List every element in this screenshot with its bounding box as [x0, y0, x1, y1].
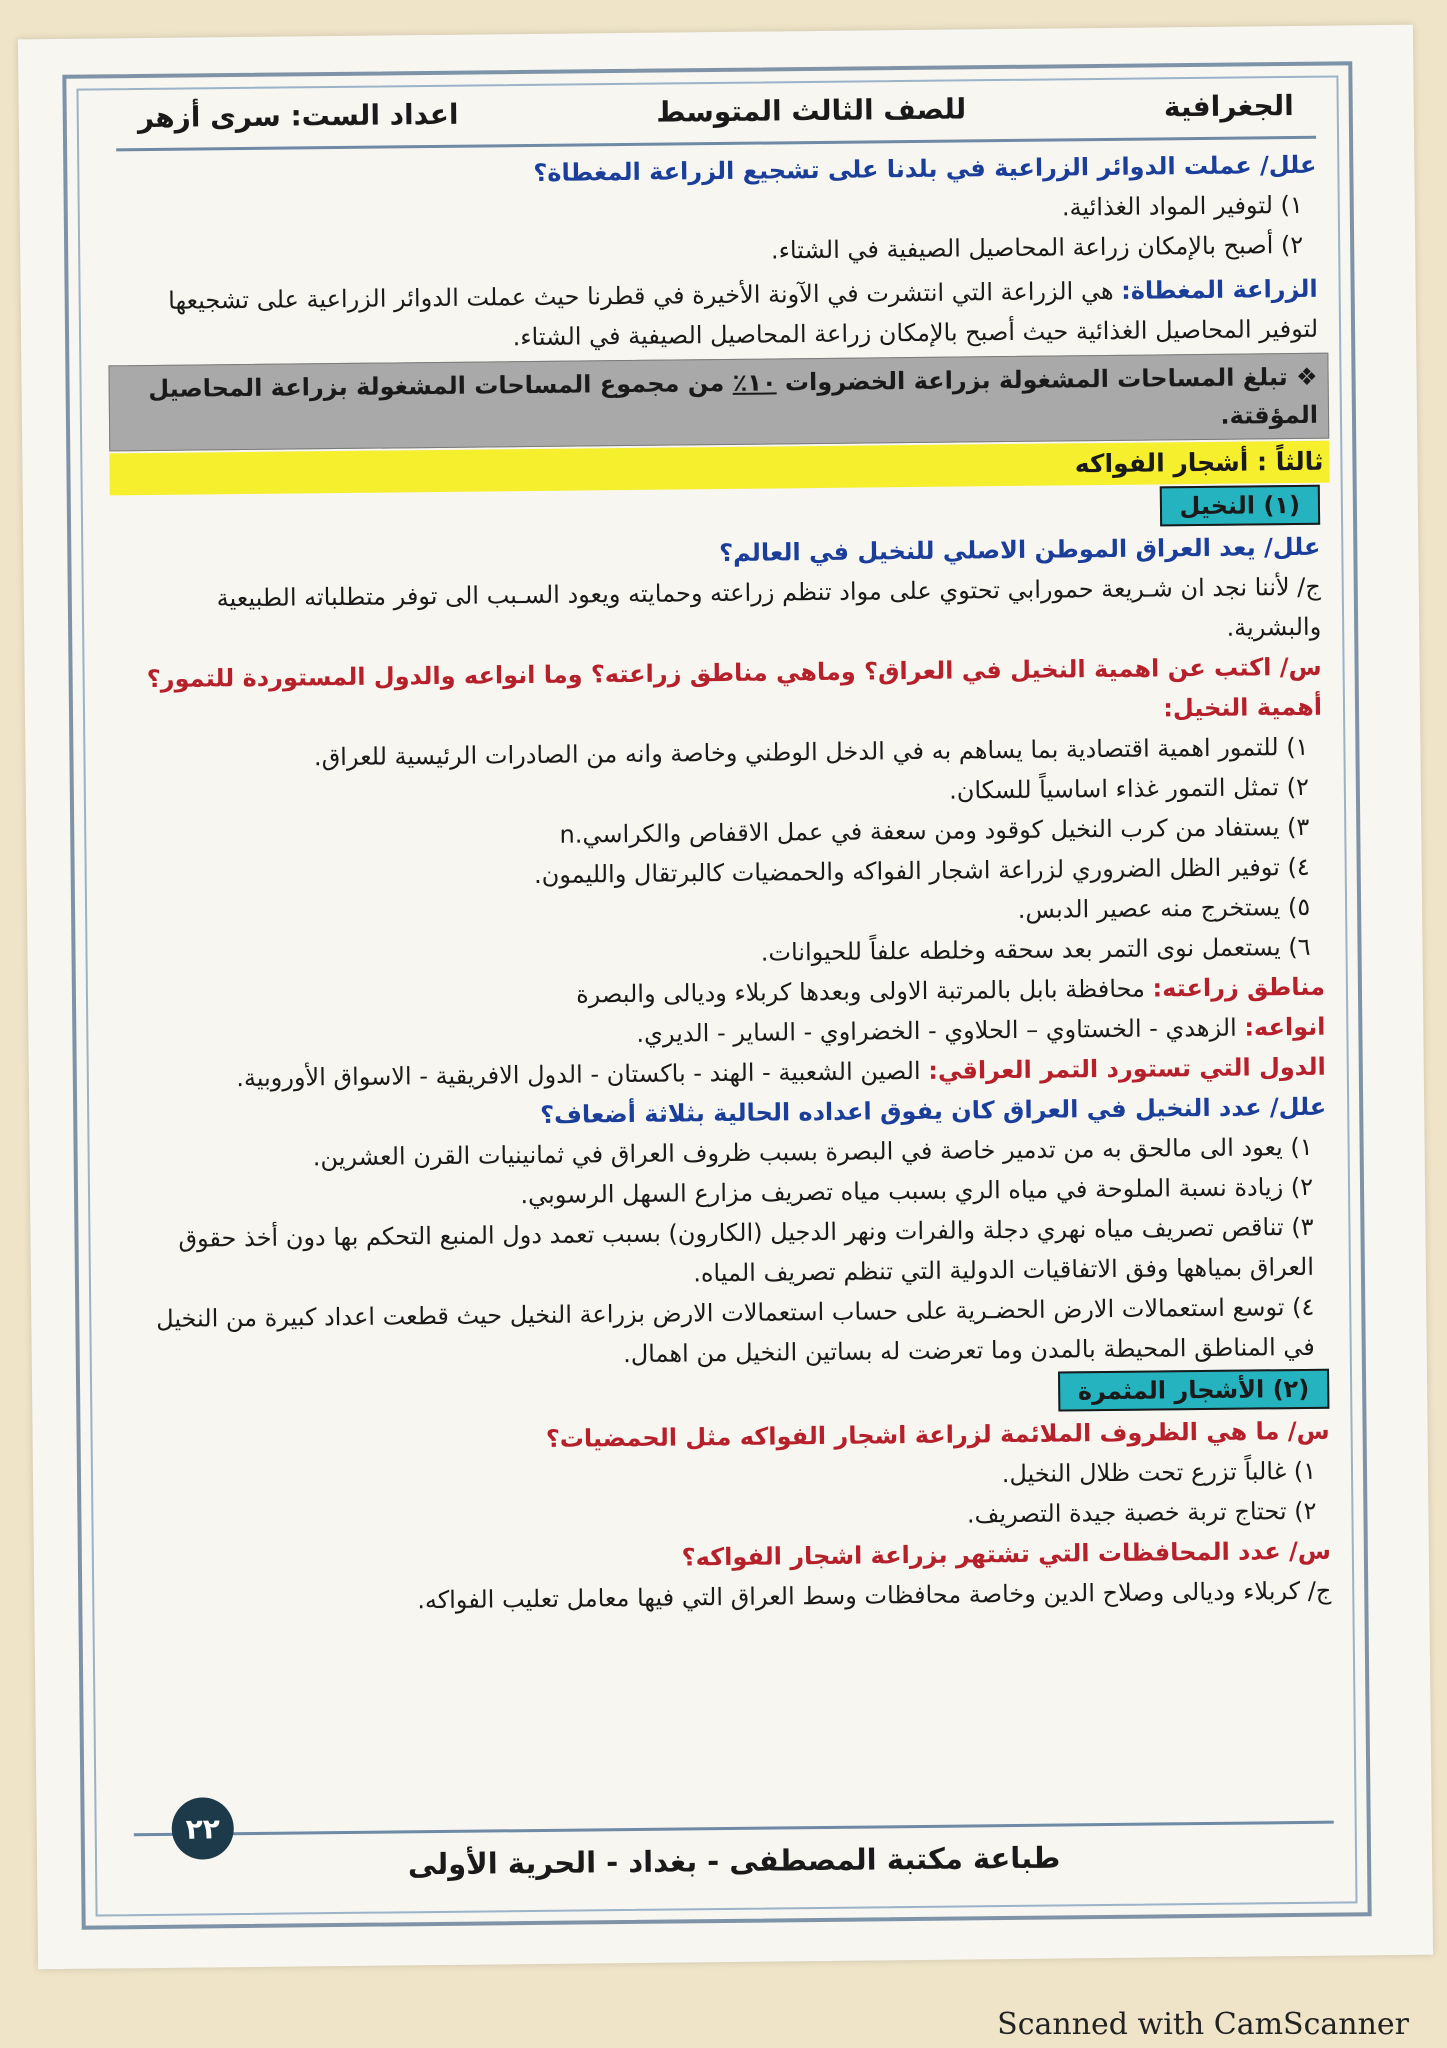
types-label: انواعه:	[1244, 1012, 1326, 1042]
page-number: ٢٢	[171, 1797, 234, 1860]
answer-item: ٢) أصبح بالإمكان زراعة المحاصيل الصيفية في الشتاء.	[770, 230, 1304, 265]
body-text	[116, 139, 1331, 1623]
question-palm-origin: علل/ يعد العراق الموطن الاصلي للنخيل في العالم؟	[718, 532, 1321, 568]
subject-title: الجغرافية	[1163, 88, 1294, 123]
list-item: ١) غالباً تزرع تحت ظلال النخيل.	[1001, 1456, 1317, 1489]
list-item: ٤) توفير الظل الضروري لزراعة اشجار الفواكه والحمضيات كالبرتقال والليمون.	[533, 852, 1310, 889]
list-item: ٢) زيادة نسبة الملوحة في مياه الري بسبب مياه تصريف مزارع السهل الرسوبي.	[520, 1172, 1314, 1210]
list-item: ٥) يستخرج منه عصير الدبس.	[1017, 892, 1311, 924]
importers-label: الدول التي تستورد التمر العراقي:	[928, 1052, 1326, 1085]
section-heading: ثالثاً : أشجار الفواكه	[109, 441, 1329, 496]
importers-text: الصين الشعبية - الهند - باكستان - الدول الافريقية - الاسواق الأوروبية.	[236, 1056, 929, 1093]
regions-text: محافظة بابل بالمرتبة الاولى وبعدها كربلاء وديالى والبصرة	[575, 974, 1153, 1009]
question-palm-decline: علل/ عدد النخيل في العراق كان يفوق اعداده الحالية بثلاثة أضعاف؟	[539, 1092, 1327, 1129]
list-item: ٤) توسع استعمالات الارض الحضـرية على حساب استعمالات الارض بزراعة النخيل حيث قطعت اعداد كبيرة من النخيل في المناطق المحيطة بالمدن وما تعرضت له بساتين النخيل من اهمال.	[156, 1292, 1315, 1369]
question-covered: علل/ عملت الدوائر الزراعية في بلدنا على تشجيع الزراعة المغطاة؟	[533, 150, 1317, 187]
list-item: ٢) تحتاج تربة خصبة جيدة التصريف.	[966, 1496, 1317, 1529]
definition	[118, 269, 1319, 362]
list-item: ١) للتمور اهمية اقتصادية بما يساهم به في الدخل الوطني وخاصة وانه من الصادرات الرئيسية للعراق.	[313, 732, 1309, 772]
author-credit: اعداد الست: سرى أزهر	[137, 97, 459, 134]
question-fruit-conditions: س/ ما هي الظروف الملائمة لزراعة اشجار الفواكه مثل الحمضيات؟	[545, 1416, 1330, 1453]
types-text: الزهدي - الخستاوي – الحلاوي - الخضراوي - الساير - الديري.	[636, 1013, 1245, 1048]
page-footer	[134, 1821, 1335, 1899]
list-item: ١) يعود الى مالحق به من تدمير خاصة في البصرة بسبب ظروف العراق في ثمانينيات القرن العشرين.	[312, 1132, 1313, 1172]
note-percent: ١٠٪	[732, 368, 777, 397]
palm-tag: (١) النخيل	[1159, 485, 1320, 527]
regions-label: مناطق زراعته:	[1152, 972, 1326, 1003]
list-item: ٦) يستعمل نوى التمر بعد سحقه وخلطه علفاً للحيوانات.	[760, 932, 1311, 967]
reasons-list	[127, 1127, 1329, 1380]
importance-list	[122, 727, 1324, 980]
question-fruit-provinces: س/ عدد المحافظات التي تشتهر بزراعة اشجار الفواكه؟	[681, 1536, 1332, 1572]
printer-credit: طباعة مكتبة المصطفى - بغداد - الحرية الأولى	[407, 1840, 1061, 1882]
scanner-watermark: Scanned with CamScanner	[997, 2007, 1409, 2042]
answer-fruit-provinces: ج/ كربلاء وديالى وصلاح الدين وخاصة محافظات وسط العراق التي فيها معامل تعليب الفواكه.	[417, 1576, 1332, 1615]
answer-palm-origin: ج/ لأننا نجد ان شـريعة حمورابي تحتوي على مواد تنظم زراعته وحمايته ويعود السـبب الى توفر متطلباته الطبيعية والبشرية.	[216, 572, 1322, 642]
definition-label: الزراعة المغطاة:	[1121, 274, 1318, 305]
list-item: ٣) تناقص تصريف مياه نهري دجلة والفرات ونهر الدجيل (الكارون) بسبب تعمد دول المنبع التحكم بها دون أخذ حقوق العراق بمياهها وفق الاتفاقيات الدولية التي تنظم تصريف المياه.	[178, 1212, 1315, 1288]
note-text-end: من مجموع المساحات المشغولة بزراعة المحاصيل المؤقتة.	[148, 368, 1319, 430]
fruit-tag: (٢) الأشجار المثمرة	[1058, 1369, 1330, 1412]
question-palm-importance: س/ اكتب عن اهمية النخيل في العراق؟ وماهي مناطق زراعته؟ وما انواعه والدول المستوردة للتمور؟	[146, 652, 1322, 694]
page-content	[116, 74, 1335, 1906]
note-text: ❖ تبلغ المساحات المشغولة بزراعة الخضروات	[776, 362, 1318, 397]
list-item: ٢) تمثل التمور غذاء اساسياً للسكان.	[948, 772, 1310, 805]
answer-item: ١) لتوفير المواد الغذائية.	[1061, 190, 1303, 222]
list-item: ٣) يستفاد من كرب النخيل كوقود ومن سعفة في عمل الاقفاص والكراسي.n	[559, 812, 1310, 849]
definition-text: هي الزراعة التي انتشرت في الآونة الأخيرة في قطرنا حيث عملت الدوائر الزراعية على تشجيعها لتوفير المحاصيل الغذائية حيث أصبح بالإمكان زراعة المحاصيل الصيفية في الشتاء.	[168, 276, 1319, 352]
highlight-note	[108, 353, 1329, 452]
grade-title: للصف الثالث المتوسط	[656, 91, 967, 129]
importance-label: أهمية النخيل:	[1163, 692, 1323, 723]
